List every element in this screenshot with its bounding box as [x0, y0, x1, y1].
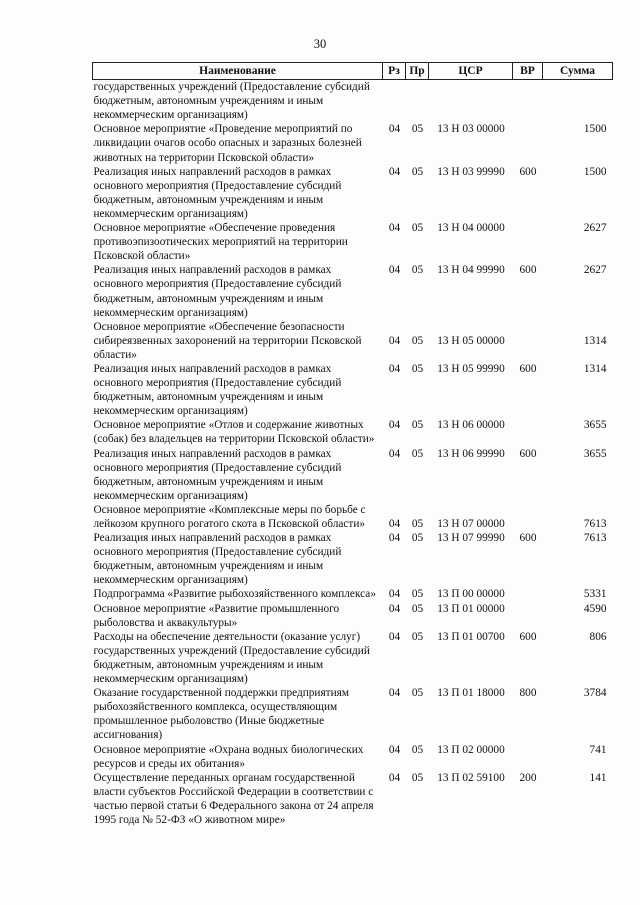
row-vr: 600 [519, 264, 537, 277]
row-name: Расходы на обеспечение деятельности (оказание услуг) государственных учреждений (Предоставление субсидий бюджетным, автономным учреждениям и иным некоммерческим организациям) [93, 630, 370, 686]
table-row [93, 165, 613, 221]
row-sum: 1314 [583, 362, 607, 375]
row-sum: 741 [589, 743, 607, 756]
row-pr: 05 [411, 362, 424, 375]
row-name: Основное мероприятие «Обеспечение безопасности сибиреязвенных захоронений на территории Псковской области» [93, 320, 362, 361]
row-name: Основное мероприятие «Охрана водных биологических ресурсов и среды их обитания» [93, 743, 364, 770]
row-csr: 13 П 01 00700 [437, 630, 505, 643]
row-sum: 3784 [583, 687, 607, 700]
table-row [93, 362, 613, 418]
table-row [93, 122, 613, 164]
table-row [93, 686, 613, 742]
row-vr: 600 [519, 630, 537, 643]
row-vr [513, 743, 543, 771]
row-csr: 13 Н 07 99990 [437, 532, 505, 545]
row-vr [513, 503, 543, 531]
table-row [93, 602, 613, 630]
row-sum: 3655 [583, 447, 607, 460]
row-csr: 13 Н 04 00000 [437, 222, 505, 235]
table-row [93, 320, 613, 362]
row-sum: 806 [589, 630, 607, 643]
row-rz: 04 [388, 123, 401, 136]
row-vr [513, 122, 543, 164]
row-csr: 13 Н 03 99990 [437, 165, 505, 178]
row-sum: 7613 [583, 532, 607, 545]
row-name: Реализация иных направлений расходов в рамках основного мероприятия (Предоставление субсидий бюджетным, автономным учреждениям и иным некоммерческим организациям) [93, 264, 342, 319]
row-pr: 05 [411, 419, 424, 432]
row-pr [406, 80, 429, 123]
row-name: Реализация иных направлений расходов в рамках основного мероприятия (Предоставление субсидий бюджетным, автономным учреждениям и иным некоммерческим организациям) [93, 532, 342, 587]
row-rz: 04 [388, 602, 401, 615]
row-vr [513, 602, 543, 630]
row-name: Основное мероприятие «Обеспечение проведения противоэпизоотических мероприятий на территории Псковской области» [93, 222, 348, 263]
row-name: Основное мероприятие «Развитие промышленного рыболовства и аквакультуры» [93, 602, 340, 629]
row-csr: 13 Н 06 00000 [437, 419, 505, 432]
row-csr: 13 П 02 00000 [437, 743, 505, 756]
table-row [93, 630, 613, 686]
table-body [93, 80, 613, 827]
row-sum: 141 [589, 771, 607, 784]
table-row [93, 771, 613, 827]
header-pr: Пр [406, 63, 429, 80]
row-vr [513, 418, 543, 446]
table-row [93, 587, 613, 601]
row-rz: 04 [388, 362, 401, 375]
budget-table [92, 62, 613, 827]
row-sum: 1500 [583, 165, 607, 178]
row-vr: 200 [519, 771, 537, 784]
row-pr: 05 [411, 447, 424, 460]
row-pr: 05 [411, 123, 424, 136]
header-name: Наименование [93, 63, 383, 80]
row-pr: 05 [411, 222, 424, 235]
row-vr: 600 [519, 165, 537, 178]
row-rz: 04 [388, 517, 401, 530]
table-header-row [93, 63, 613, 80]
header-rz: Рз [383, 63, 406, 80]
row-sum: 2627 [583, 264, 607, 277]
row-name: Оказание государственной поддержки предприятиям рыбохозяйственного комплекса, осуществляющим промышленное рыболовство (Иные бюджетные ассигнования) [93, 687, 349, 742]
row-vr: 600 [519, 447, 537, 460]
row-vr: 800 [519, 687, 537, 700]
row-rz [383, 80, 406, 123]
row-pr: 05 [411, 687, 424, 700]
row-pr: 05 [411, 264, 424, 277]
row-name: Реализация иных направлений расходов в рамках основного мероприятия (Предоставление субсидий бюджетным, автономным учреждениям и иным некоммерческим организациям) [93, 447, 342, 502]
row-pr: 05 [411, 334, 424, 347]
row-sum: 3655 [583, 419, 607, 432]
row-csr: 13 П 00 00000 [437, 588, 505, 601]
row-sum: 4590 [583, 602, 607, 615]
row-rz: 04 [388, 419, 401, 432]
row-rz: 04 [388, 447, 401, 460]
row-vr [513, 221, 543, 263]
row-rz: 04 [388, 687, 401, 700]
row-csr: 13 П 02 59100 [437, 771, 505, 784]
row-sum: 5331 [583, 588, 607, 601]
row-sum: 1314 [583, 334, 607, 347]
table-row [93, 221, 613, 263]
row-pr: 05 [411, 532, 424, 545]
header-sum: Сумма [543, 63, 613, 80]
row-name: Реализация иных направлений расходов в рамках основного мероприятия (Предоставление субсидий бюджетным, автономным учреждениям и иным некоммерческим организациям) [93, 362, 342, 418]
row-csr: 13 Н 04 99990 [437, 264, 505, 277]
row-sum: 2627 [583, 222, 607, 235]
row-rz: 04 [388, 771, 401, 784]
table-row [93, 743, 613, 771]
row-name: Подпрограмма «Развитие рыбохозяйственного комплекса» [93, 588, 376, 601]
row-vr [513, 587, 543, 601]
row-pr: 05 [411, 771, 424, 784]
row-rz: 04 [388, 334, 401, 347]
row-pr: 05 [411, 588, 424, 601]
table-row [93, 80, 613, 123]
row-name: государственных учреждений (Предоставление субсидий бюджетным, автономным учреждениям и иным некоммерческим организациям) [93, 81, 370, 122]
header-vr: ВР [513, 63, 543, 80]
row-pr: 05 [411, 165, 424, 178]
row-sum [543, 80, 613, 123]
row-csr: 13 Н 07 00000 [437, 517, 505, 530]
row-csr: 13 П 01 00000 [437, 602, 505, 615]
row-rz: 04 [388, 743, 401, 756]
row-rz: 04 [388, 532, 401, 545]
table-row [93, 263, 613, 319]
row-name: Основное мероприятие «Отлов и содержание животных (собак) без владельцев на территории Псковской области» [93, 419, 375, 446]
row-name: Реализация иных направлений расходов в рамках основного мероприятия (Предоставление субсидий бюджетным, автономным учреждениям и иным некоммерческим организациям) [93, 165, 342, 220]
row-vr: 600 [519, 362, 537, 375]
row-rz: 04 [388, 630, 401, 643]
row-name: Осуществление переданных органам государственной власти субъектов Российской Федерации в соответствии с частью первой статьи 6 Федерального закона от 24 апреля 1995 года № 52-ФЗ «О животном мире» [93, 771, 374, 826]
row-pr: 05 [411, 517, 424, 530]
row-pr: 05 [411, 602, 424, 615]
row-vr [513, 320, 543, 362]
row-csr [429, 80, 513, 123]
row-csr: 13 Н 03 00000 [437, 123, 505, 136]
table-row [93, 447, 613, 503]
table-row [93, 503, 613, 531]
row-csr: 13 П 01 18000 [437, 687, 505, 700]
row-rz: 04 [388, 165, 401, 178]
table-row [93, 418, 613, 446]
row-rz: 04 [388, 264, 401, 277]
row-csr: 13 Н 06 99990 [437, 447, 505, 460]
header-csr: ЦСР [429, 63, 513, 80]
table-row [93, 531, 613, 587]
row-rz: 04 [388, 222, 401, 235]
row-rz: 04 [388, 588, 401, 601]
page-number: 30 [313, 37, 327, 51]
row-name: Основное мероприятие «Комплексные меры по борьбе с лейкозом крупного рогатого скота в Псковской области» [93, 503, 366, 530]
row-sum: 1500 [583, 123, 607, 136]
row-name: Основное мероприятие «Проведение мероприятий по ликвидации очагов особо опасных и заразных болезней животных на территории Псковской области» [93, 123, 362, 164]
row-pr: 05 [411, 743, 424, 756]
row-pr: 05 [411, 630, 424, 643]
row-csr: 13 Н 05 99990 [437, 362, 505, 375]
row-sum: 7613 [583, 517, 607, 530]
row-vr [513, 80, 543, 123]
row-csr: 13 Н 05 00000 [437, 334, 505, 347]
row-vr: 600 [519, 532, 537, 545]
